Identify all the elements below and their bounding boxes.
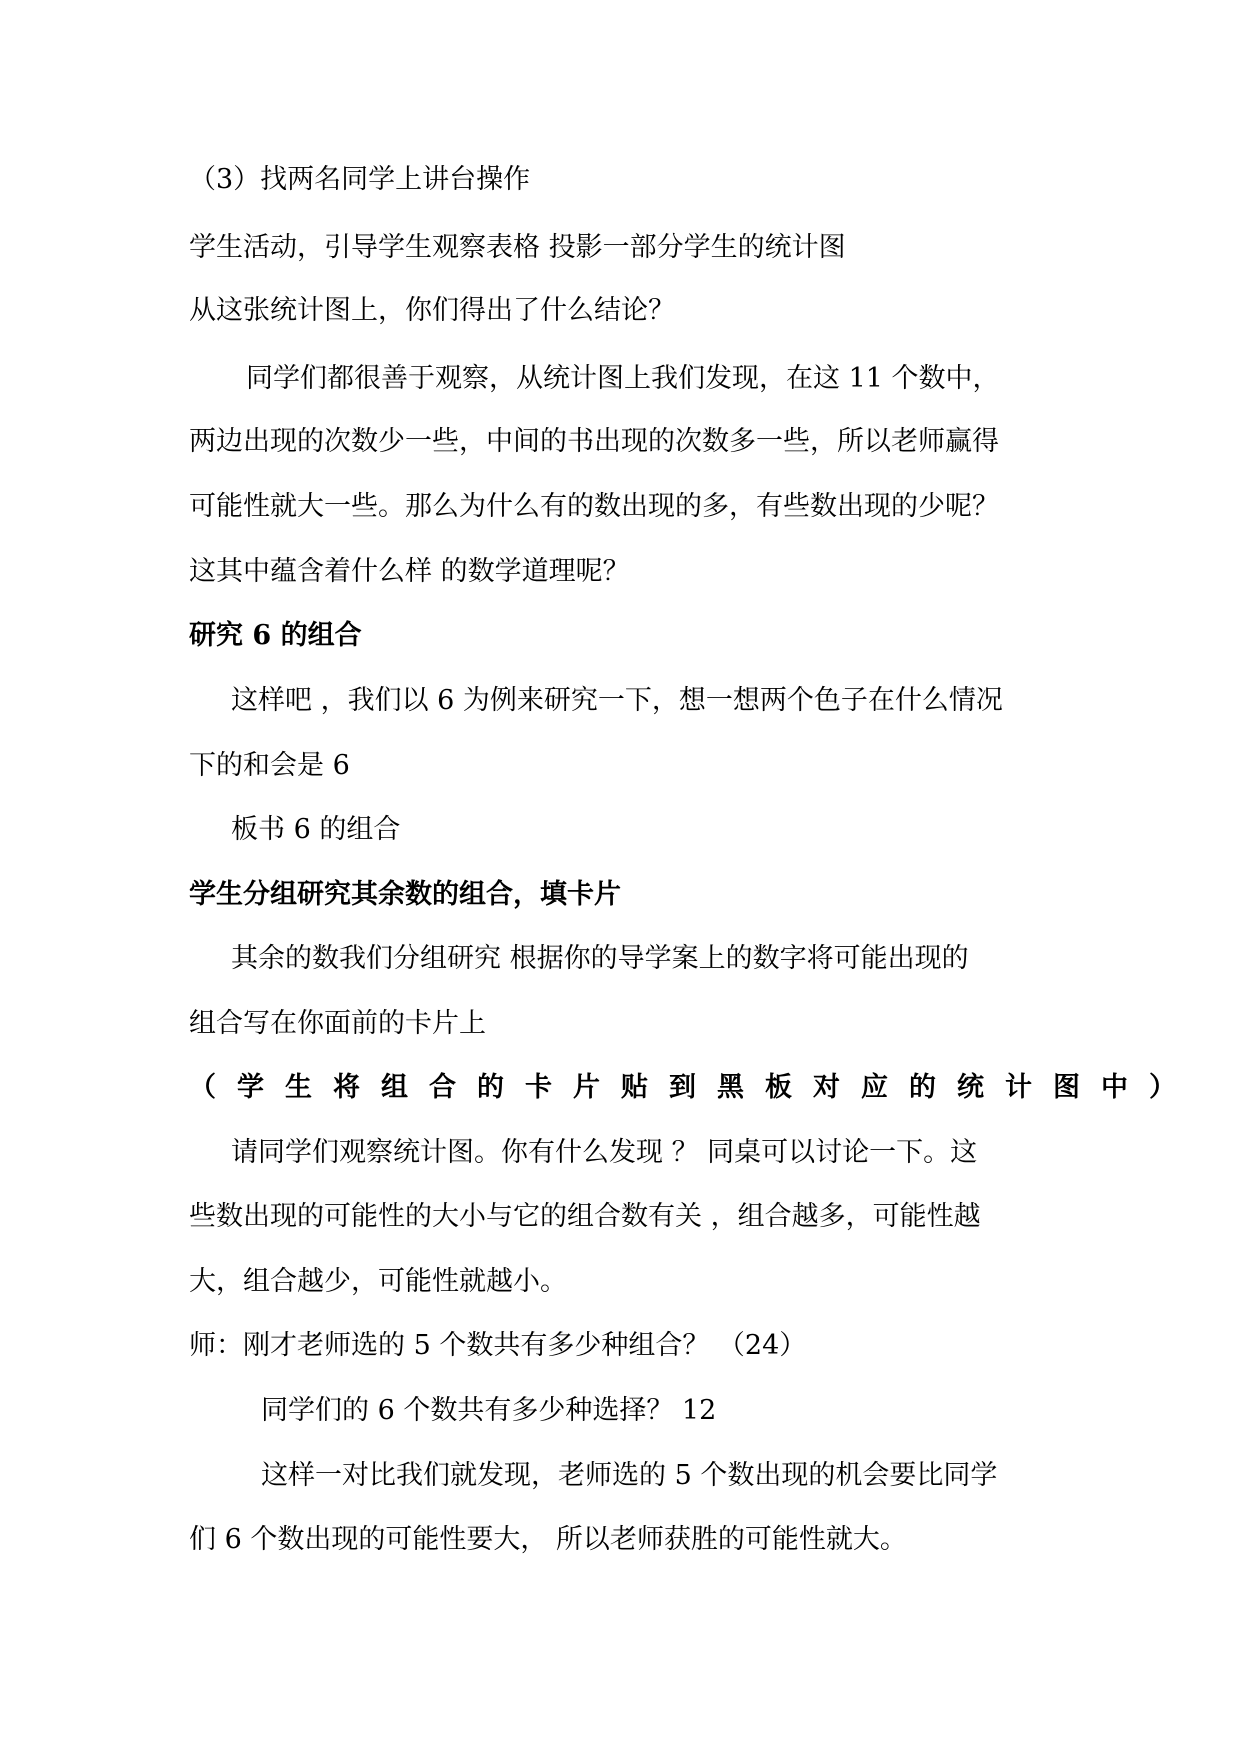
text-line: 学生活动，引导学生观察表格 投影一部分学生的统计图 <box>189 232 846 263</box>
text-line: 组合写在你面前的卡片上 <box>189 1008 486 1039</box>
text-line: 两边出现的次数少一些，中间的书出现的次数多一些，所以老师赢得 <box>189 426 999 457</box>
text-line: 师：刚才老师选的 5 个数共有多少种组合？ （24） <box>189 1330 807 1361</box>
text-line: 大，组合越少，可能性就越小。 <box>189 1266 567 1297</box>
text-line: （3）找两名同学上讲台操作 <box>189 164 531 195</box>
text-line: 些数出现的可能性的大小与它的组合数有关 ，组合越多，可能性越 <box>189 1201 981 1232</box>
text-line: 这样吧 ，我们以 6 为例来研究一下，想一想两个色子在什么情况 <box>231 685 1003 716</box>
text-line: 同学们的 6 个数共有多少种选择？ 12 <box>261 1395 717 1426</box>
text-line: 这样一对比我们就发现，老师选的 5 个数出现的机会要比同学 <box>261 1460 998 1491</box>
text-line: 可能性就大一些。那么为什么有的数出现的多，有些数出现的少呢？ <box>189 491 999 522</box>
text-line: 从这张统计图上，你们得出了什么结论？ <box>189 295 675 326</box>
text-line: 其余的数我们分组研究 根据你的导学案上的数字将可能出现的 <box>231 943 969 974</box>
text-line: 请同学们观察统计图。你有什么发现 ？ 同桌可以讨论一下。这 <box>231 1137 978 1168</box>
text-line: 同学们都很善于观察，从统计图上我们发现，在这 11 个数中， <box>246 363 1000 394</box>
section-heading: 学生分组研究其余数的组合，填卡片 <box>189 879 621 910</box>
text-line: 板书 6 的组合 <box>231 814 401 845</box>
section-heading: 研究 6 的组合 <box>189 620 362 651</box>
text-line: 这其中蕴含着什么样 的数学道理呢？ <box>189 556 630 587</box>
text-line: 们 6 个数出现的可能性要大， 所以老师获胜的可能性就大。 <box>189 1524 907 1555</box>
text-line: 下的和会是 6 <box>189 750 350 781</box>
section-heading: （学生将组合的卡片贴到黑板对应的统计图中） <box>189 1072 1197 1103</box>
